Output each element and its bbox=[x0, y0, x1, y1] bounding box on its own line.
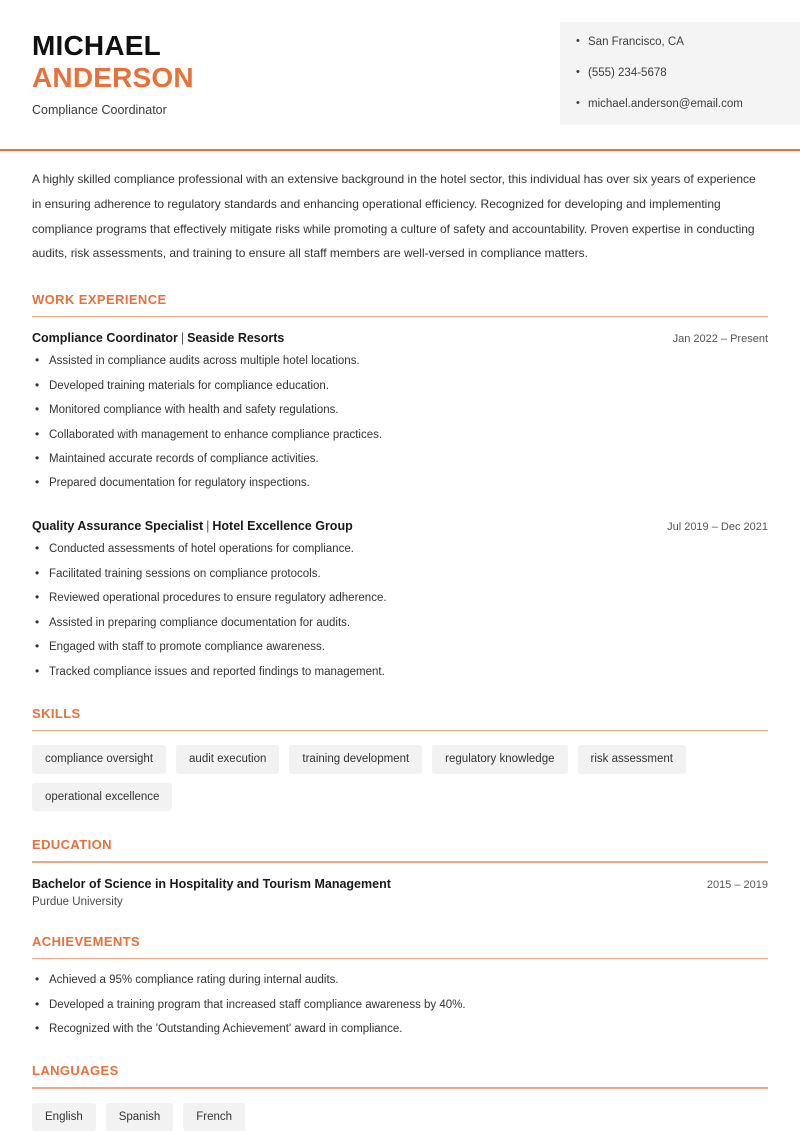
experience-date: Jan 2022 – Present bbox=[672, 333, 768, 346]
list-item: • Facilitated training sessions on compliance protocols. bbox=[32, 567, 768, 582]
list-item: • Developed a training program that increased staff compliance awareness by 40%. bbox=[32, 998, 768, 1013]
experience-company: Seaside Resorts bbox=[187, 331, 285, 346]
section-title-skills: SKILLS bbox=[32, 705, 81, 721]
experience-bullets bbox=[32, 542, 768, 679]
contact-phone: • (555) 234-5678 bbox=[574, 67, 784, 81]
skills-chip-list bbox=[32, 745, 768, 811]
section-divider bbox=[32, 861, 768, 863]
section-work-experience bbox=[32, 292, 768, 680]
section-achievements bbox=[32, 934, 768, 1037]
experience-title-line bbox=[32, 331, 284, 345]
section-divider bbox=[32, 1087, 768, 1089]
education-entry bbox=[32, 877, 768, 908]
list-item: • Assisted in compliance audits across multiple hotel locations. bbox=[32, 354, 768, 369]
section-divider bbox=[32, 958, 768, 960]
skill-chip: risk assessment bbox=[578, 745, 686, 774]
list-item: • Conducted assessments of hotel operations for compliance. bbox=[32, 542, 768, 557]
education-date: 2015 – 2019 bbox=[706, 878, 768, 891]
header-identity bbox=[0, 22, 194, 117]
list-item: • Engaged with staff to promote compliance awareness. bbox=[32, 640, 768, 655]
title-separator: | bbox=[180, 331, 185, 346]
education-degree: Bachelor of Science in Hospitality and Tourism Management bbox=[32, 876, 391, 891]
contact-email: • michael.anderson@email.com bbox=[574, 98, 784, 112]
professional-title: Compliance Coordinator bbox=[32, 103, 167, 118]
experience-company: Hotel Excellence Group bbox=[212, 519, 353, 534]
contact-info-box bbox=[560, 22, 800, 125]
experience-bullets bbox=[32, 354, 768, 491]
skill-chip: operational excellence bbox=[32, 783, 172, 812]
list-item: • Developed training materials for compliance education. bbox=[32, 379, 768, 394]
section-skills bbox=[32, 706, 768, 812]
section-title-education: EDUCATION bbox=[32, 837, 112, 853]
experience-title-line bbox=[32, 519, 353, 533]
experience-role: Compliance Coordinator bbox=[32, 331, 178, 346]
experience-entry bbox=[32, 331, 768, 491]
resume-body bbox=[0, 167, 800, 1131]
language-chip: French bbox=[183, 1103, 245, 1131]
title-separator: | bbox=[206, 519, 210, 534]
education-school: Purdue University bbox=[32, 895, 123, 908]
list-item: • Reviewed operational procedures to ensure regulatory adherence. bbox=[32, 591, 768, 606]
last-name: ANDERSON bbox=[32, 61, 194, 93]
section-divider bbox=[32, 730, 768, 732]
contact-list bbox=[574, 36, 784, 111]
education-entry-header bbox=[32, 877, 768, 891]
experience-entry-header bbox=[32, 331, 768, 345]
skill-chip: regulatory knowledge bbox=[432, 745, 567, 774]
achievements-bullets bbox=[32, 973, 768, 1037]
list-item: • Prepared documentation for regulatory inspections. bbox=[32, 476, 768, 491]
section-divider bbox=[32, 316, 768, 318]
skill-chip: audit execution bbox=[176, 745, 279, 774]
experience-entry bbox=[32, 519, 768, 679]
list-item: • Maintained accurate records of compliance activities. bbox=[32, 452, 768, 467]
contact-location: • San Francisco, CA bbox=[574, 36, 784, 50]
experience-date: Jul 2019 – Dec 2021 bbox=[667, 521, 768, 534]
section-title-achievements: ACHIEVEMENTS bbox=[32, 933, 141, 949]
professional-summary: A highly skilled compliance professional with an extensive background in the hotel sector, this individual has over six years of experience in ensuring adherence to regulatory standards and enhancing operational efficiency. Recognized for developing and implementing compliance programs that effectively mitigate risks while promoting a culture of safety and accountability. Proven expertise in conducting audits, risk assessments, and training to ensure all staff members are well-versed in compliance matters. bbox=[32, 172, 756, 261]
section-languages bbox=[32, 1063, 768, 1131]
list-item: • Collaborated with management to enhance compliance practices. bbox=[32, 428, 768, 443]
skill-chip: training development bbox=[289, 745, 422, 774]
list-item: • Achieved a 95% compliance rating during internal audits. bbox=[32, 973, 768, 988]
experience-role: Quality Assurance Specialist bbox=[32, 519, 204, 534]
language-chip: Spanish bbox=[106, 1103, 174, 1131]
experience-entry-header bbox=[32, 519, 768, 533]
header-divider bbox=[0, 149, 800, 151]
list-item: • Assisted in preparing compliance documentation for audits. bbox=[32, 616, 768, 631]
list-item: • Recognized with the 'Outstanding Achievement' award in compliance. bbox=[32, 1022, 768, 1037]
list-item: • Monitored compliance with health and safety regulations. bbox=[32, 403, 768, 418]
section-title-work-experience: WORK EXPERIENCE bbox=[32, 291, 167, 307]
list-item: • Tracked compliance issues and reported findings to management. bbox=[32, 665, 768, 680]
section-title-languages: LANGUAGES bbox=[32, 1063, 119, 1079]
languages-chip-list bbox=[32, 1103, 768, 1131]
first-name: MICHAEL bbox=[32, 30, 161, 61]
skill-chip: compliance oversight bbox=[32, 745, 166, 774]
section-education bbox=[32, 837, 768, 908]
resume-header bbox=[0, 0, 800, 125]
language-chip: English bbox=[32, 1103, 96, 1131]
